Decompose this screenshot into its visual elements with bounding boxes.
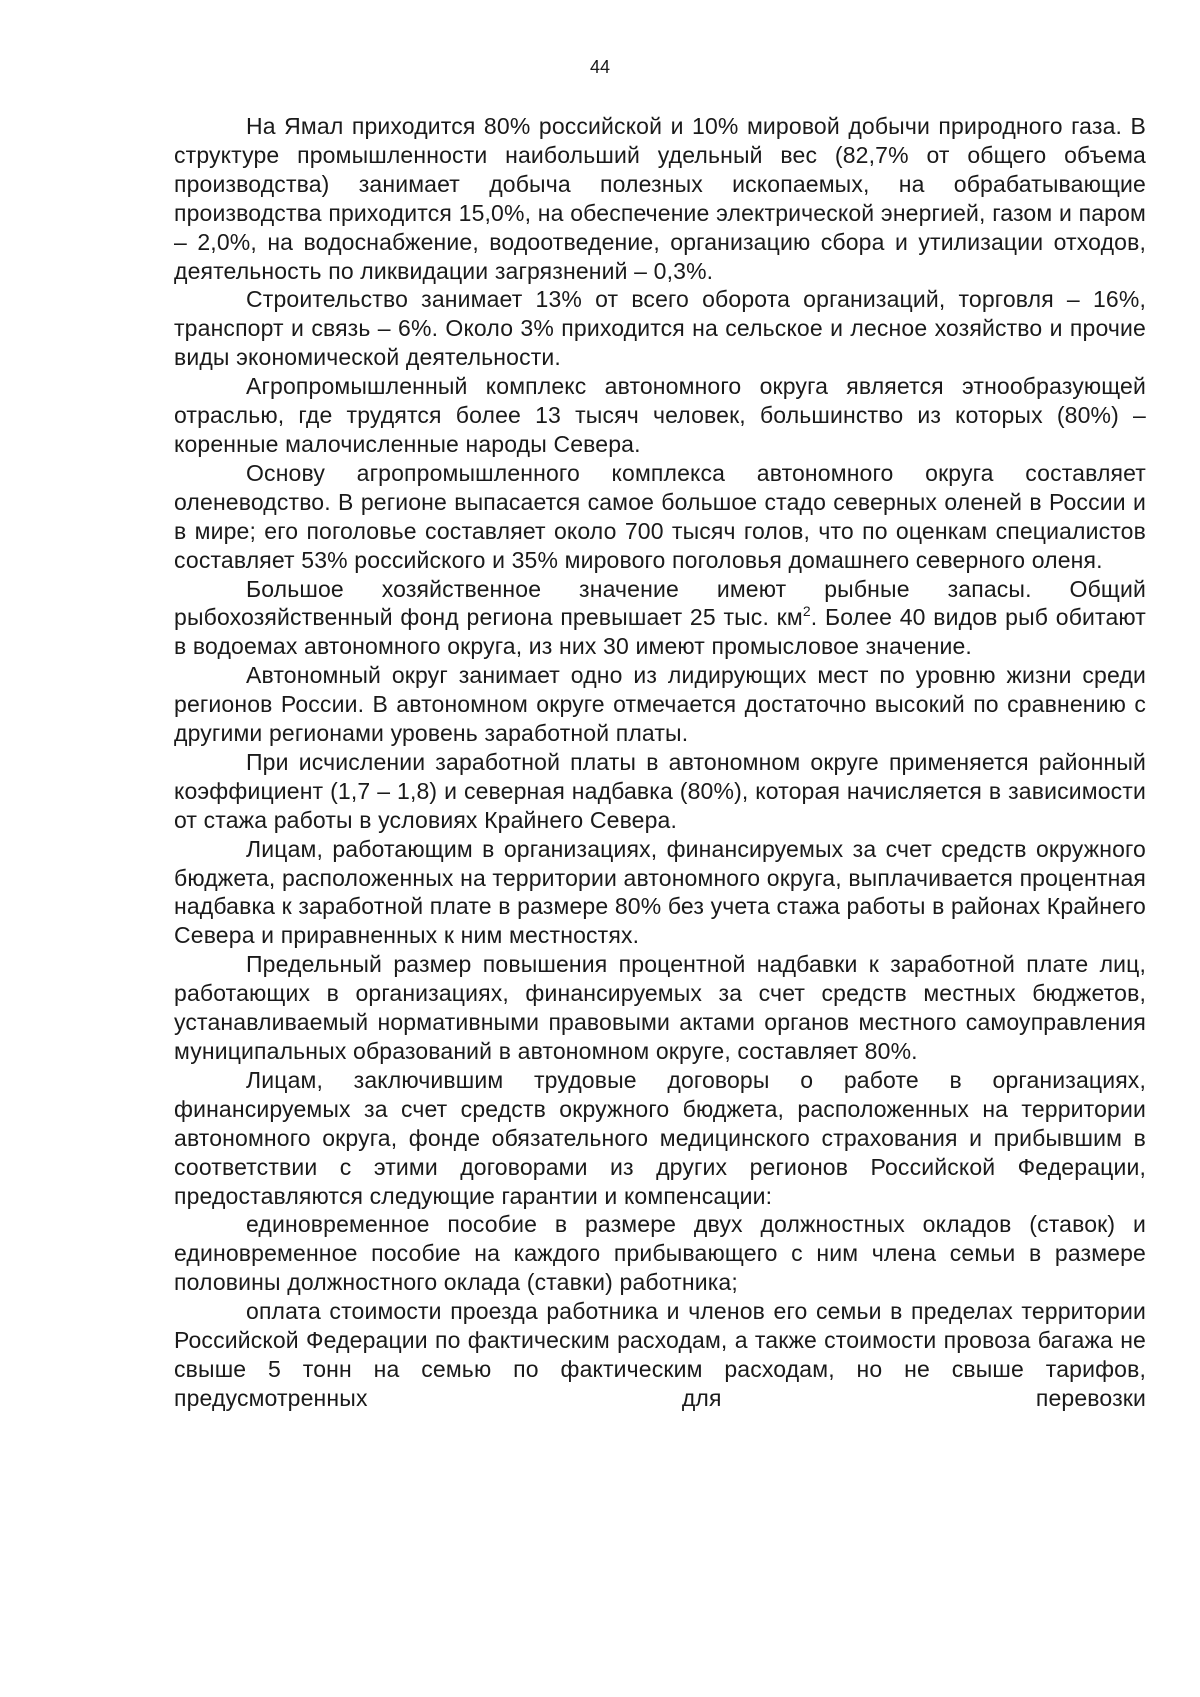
paragraph-regional-coefficient: При исчислении заработной платы в автономном округе применяется районный коэффициент (1,7 – 1,8) и северная надбавка (80%), которая начисляется в зависимости от стажа работы в условиях Крайнего Севера. <box>174 748 1146 833</box>
fish-text-before: Большое хозяйственное значение имеют рыбные запасы. Общий рыбохозяйственный фонд региона превышает 25 тыс. км <box>174 575 1146 631</box>
paragraph-lump-sum-allowance: единовременное пособие в размере двух должностных окладов (ставок) и единовременное пособие на каждого прибывающего с ним члена семьи в размере половины должностного оклада (ставки) работника; <box>174 1211 1146 1296</box>
superscript-squared: 2 <box>802 603 811 620</box>
paragraph-local-budget-allowance: Предельный размер повышения процентной надбавки к заработной плате лиц, работающих в организациях, финансируемых за счет средств местных бюджетов, устанавливаемый нормативными правовыми актами органов местного самоуправления муниципальных образований в автономном округе, составляет 80%. <box>174 951 1146 1064</box>
paragraph-fish-stocks <box>174 575 1146 662</box>
paragraph-living-standard: Автономный округ занимает одно из лидирующих мест по уровню жизни среди регионов России. В автономном округе отмечается достаточно высокий по сравнению с другими регионами уровень заработной платы. <box>174 662 1146 747</box>
page-number: 44 <box>589 57 611 77</box>
paragraph-construction: Строительство занимает 13% от всего оборота организаций, торговля – 16%, транспорт и связь – 6%. Около 3% приходится на сельское и лесное хозяйство и прочие виды экономической деятельности. <box>174 286 1146 371</box>
paragraph-district-budget-allowance: Лицам, работающим в организациях, финансируемых за счет средств окружного бюджета, расположенных на территории автономного округа, выплачивается процентная надбавка к заработной плате в размере 80% без учета стажа работы в районах Крайнего Севера и приравненных к ним местностях. <box>174 835 1146 949</box>
body-text <box>174 112 1146 1413</box>
fish-text-after: . Более 40 видов рыб обитают в водоемах автономного округа, из них 30 имеют промысловое значение. <box>174 604 1146 660</box>
paragraph-reindeer: Основу агропромышленного комплекса автономного округа составляет оленеводство. В регионе выпасается самое большое стадо северных оленей в России и в мире; его поголовье составляет около 700 тысяч голов, что по оценкам специалистов составляет 53% российского и 35% мирового поголовья домашнего северного оленя. <box>174 459 1146 573</box>
paragraph-guarantees-intro: Лицам, заключившим трудовые договоры о работе в организациях, финансируемых за счет средств окружного бюджета, расположенных на территории автономного округа, фонде обязательного медицинского страхования и прибывшим в соответствии с этими договорами из других регионов Российской Федерации, предоставляются следующие гарантии и компенсации: <box>174 1066 1146 1209</box>
paragraph-yamal-gas: На Ямал приходится 80% российской и 10% мировой добычи природного газа. В структуре промышленности наибольший удельный вес (82,7% от общего объема производства) занимает добыча полезных ископаемых, на обрабатывающие производства приходится 15,0%, на обеспечение электрической энергией, газом и паром – 2,0%, на водоснабжение, водоотведение, организацию сбора и утилизации отходов, деятельность по ликвидации загрязнений – 0,3%. <box>174 113 1146 284</box>
paragraph-travel-payment: оплата стоимости проезда работника и членов его семьи в пределах территории Российской Федерации по фактическим расходам, а также стоимости провоза багажа не свыше 5 тонн на семью по фактическим расходам, но не свыше тарифов, предусмотренных для перевозки <box>174 1298 1146 1411</box>
paragraph-agro-complex: Агропромышленный комплекс автономного округа является этнообразующей отраслью, где трудятся более 13 тысяч человек, большинство из которых (80%) – коренные малочисленные народы Севера. <box>174 373 1146 457</box>
